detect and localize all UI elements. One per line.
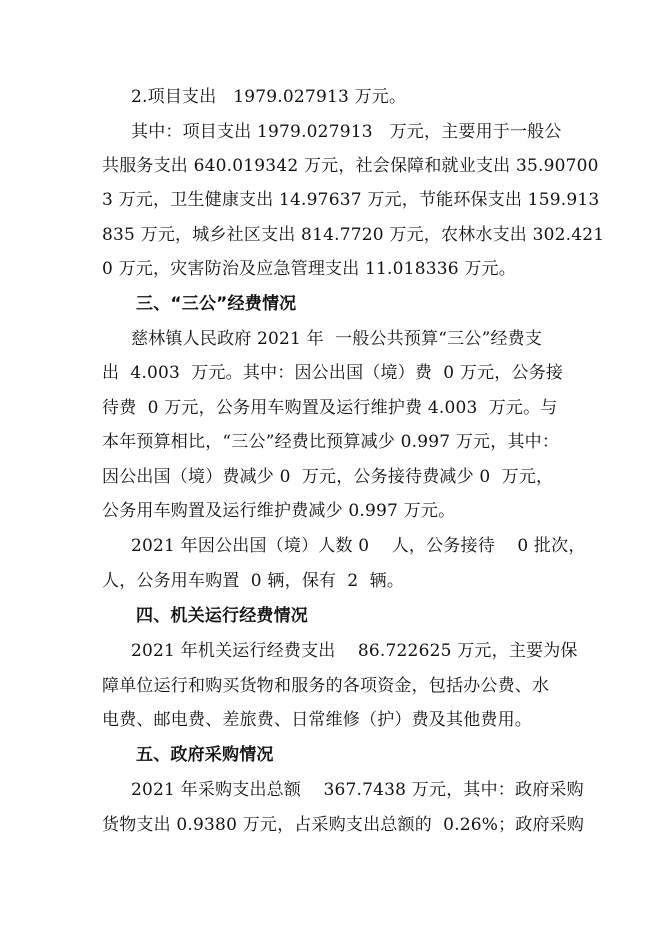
paragraph-line: 0 万元，灾害防治及应急管理支出 11.018336 万元。 [102,259,516,279]
section-heading-sangong: 三、“三公”经费情况 [136,294,297,314]
paragraph-line: 公务用车购置及运行维护费减少 0.997 万元。 [102,501,456,521]
paragraph-line: 3 万元，卫生健康支出 14.97637 万元，节能环保支出 159.913 [102,190,600,210]
paragraph-line: 835 万元，城乡社区支出 814.7720 万元，农林水支出 302.421 [102,225,605,245]
section-heading-operating-expenses: 四、机关运行经费情况 [136,606,308,626]
paragraph-line: 2021 年机关运行经费支出 86.722625 万元，主要为保 [131,641,578,661]
paragraph-line: 电费、邮电费、差旅费、日常维修（护）费及其他费用。 [102,710,532,730]
paragraph-line: 其中：项目支出 1979.027913 万元，主要用于一般公 [131,122,562,142]
paragraph-line: 人，公务用车购置 0 辆，保有 2 辆。 [102,571,405,591]
paragraph-line: 本年预算相比，“三公”经费比预算减少 0.997 万元，其中： [102,432,560,452]
paragraph-line: 货物支出 0.9380 万元，占采购支出总额的 0.26%；政府采购 [102,815,585,835]
section-heading-procurement: 五、政府采购情况 [136,745,274,765]
paragraph-line: 因公出国（境）费减少 0 万元，公务接待费减少 0 万元， [102,467,554,487]
paragraph-line: 2021 年采购支出总额 367.7438 万元，其中：政府采购 [131,780,584,800]
paragraph-line: 2.项目支出 1979.027913 万元。 [131,87,407,107]
paragraph-line: 出 4.003 万元。其中：因公出国（境）费 0 万元，公务接 [102,363,564,383]
paragraph-line: 待费 0 万元，公务用车购置及运行维护费 4.003 万元。与 [102,398,558,418]
paragraph-line: 共服务支出 640.019342 万元，社会保障和就业支出 35.90700 [102,156,599,176]
paragraph-line: 慈林镇人民政府 2021 年 一般公共预算“三公”经费支 [131,329,543,349]
paragraph-line: 障单位运行和购买货物和服务的各项资金，包括办公费、水 [102,676,550,696]
paragraph-line: 2021 年因公出国（境）人数 0 人，公务接待 0 批次， [131,536,586,556]
